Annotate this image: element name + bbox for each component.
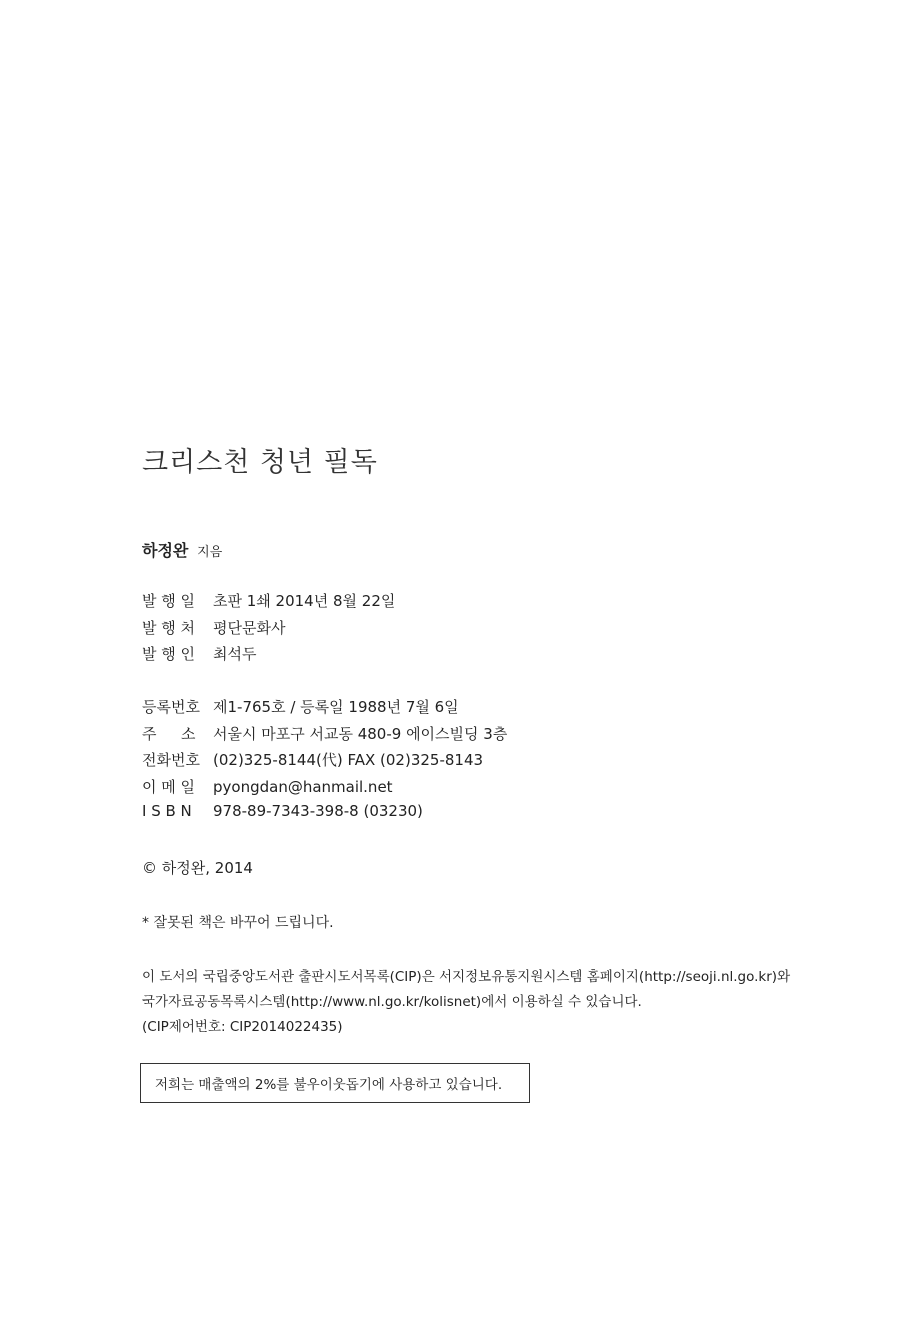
replacement-notice: * 잘못된 책은 바꾸어 드립니다. bbox=[142, 915, 334, 931]
info-label: 전화번호 bbox=[142, 751, 200, 769]
info-label: 등록번호 bbox=[142, 698, 200, 716]
copyright-line: © 하정완, 2014 bbox=[142, 859, 253, 877]
info-row-address bbox=[142, 723, 507, 750]
info-label: 발 행 처 bbox=[142, 618, 196, 637]
info-row-publisher bbox=[142, 617, 395, 644]
info-value: 978-89-7343-398-8 (03230) bbox=[213, 802, 423, 820]
donation-note-text: 저희는 매출액의 2%를 불우이웃돕기에 사용하고 있습니다. bbox=[155, 1077, 503, 1093]
info-value: (02)325-8144(代) FAX (02)325-8143 bbox=[213, 751, 484, 769]
info-row-registration bbox=[142, 696, 507, 723]
info-label: I S B N bbox=[142, 802, 192, 820]
registration-info bbox=[142, 696, 507, 829]
info-value: 서울시 마포구 서교동 480-9 에이스빌딩 3층 bbox=[213, 724, 508, 743]
cip-control-number: (CIP제어번호: CIP2014022435) bbox=[142, 1019, 343, 1035]
info-value: 제1-765호 / 등록일 1988년 7월 6일 bbox=[213, 698, 459, 716]
info-value: 초판 1쇄 2014년 8월 22일 bbox=[213, 592, 396, 610]
publication-info bbox=[142, 590, 395, 670]
donation-note-box bbox=[140, 1063, 530, 1103]
info-row-publish-date bbox=[142, 590, 395, 617]
info-value: 평단문화사 bbox=[213, 618, 286, 637]
book-title: 크리스천 청년 필독 bbox=[142, 447, 378, 478]
author-name: 하정완 bbox=[142, 541, 189, 560]
info-value: 최석두 bbox=[213, 645, 257, 663]
info-row-issuer bbox=[142, 643, 395, 670]
info-label: 발 행 일 bbox=[142, 592, 196, 610]
cip-line: 국가자료공동목록시스템(http://www.nl.go.kr/kolisnet)에서 이용하실 수 있습니다. bbox=[142, 994, 642, 1010]
info-value: pyongdan@hanmail.net bbox=[213, 777, 393, 796]
author-line bbox=[142, 538, 222, 561]
info-row-phone bbox=[142, 749, 507, 776]
info-label: 이 메 일 bbox=[142, 777, 196, 796]
info-row-isbn bbox=[142, 802, 507, 829]
info-label: 발 행 인 bbox=[142, 645, 196, 663]
info-row-email bbox=[142, 776, 507, 803]
author-role: 지음 bbox=[197, 545, 223, 560]
info-label: 주 소 bbox=[142, 724, 196, 743]
cip-line: 이 도서의 국립중앙도서관 출판시도서목록(CIP)은 서지정보유통지원시스템 홈페이지(http://seoji.nl.go.kr)와 bbox=[142, 969, 791, 985]
cip-notice bbox=[142, 965, 790, 1040]
